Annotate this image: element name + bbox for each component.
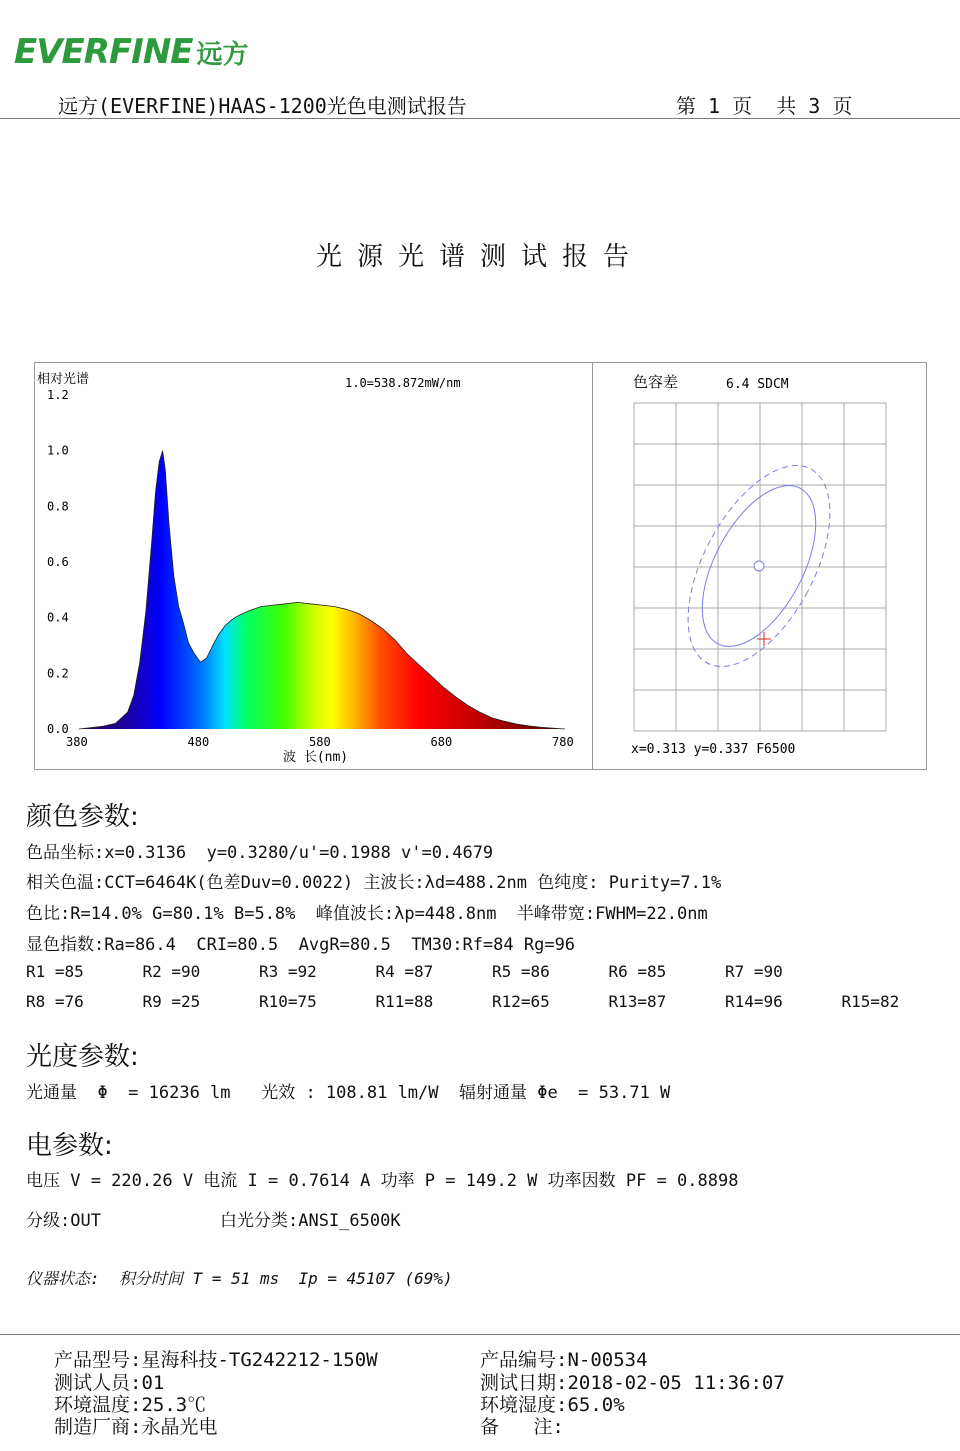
r-value: R10=75 <box>259 992 317 1011</box>
spectrum-panel <box>34 362 594 770</box>
color-ratio-line: 色比:R=14.0% G=80.1% B=5.8% 峰值波长:λp=448.8nm 半峰带宽:FWHM=22.0nm <box>26 904 708 924</box>
r-value: R14=96 <box>725 992 783 1011</box>
header-page-info: 第 1 页 共 3 页 <box>676 94 853 118</box>
y-tick-label: 0.4 <box>47 610 69 625</box>
footer-tester: 测试人员:01 <box>54 1372 165 1394</box>
cri-line: 显色指数:Ra=86.4 CRI=80.5 AvgR=80.5 TM30:Rf=84 Rg=96 <box>26 935 576 955</box>
y-tick-label: 0.6 <box>47 555 69 569</box>
x-tick-label: 780 <box>552 735 574 749</box>
electrical-line: 电压 V = 220.26 V 电流 I = 0.7614 A 功率 P = 149.2 W 功率因数 PF = 0.8898 <box>26 1171 739 1191</box>
r-value: R4 =87 <box>375 962 434 981</box>
grade-text: 分级:OUT <box>26 1211 101 1231</box>
r-value: R9 =25 <box>142 992 201 1011</box>
chromaticity-line: 色品坐标:x=0.3136 y=0.3280/u'=0.1988 v'=0.4679 <box>26 843 494 863</box>
tolerance-value: 6.4 SDCM <box>726 377 789 392</box>
r-value: R11=88 <box>375 992 434 1011</box>
footer-model: 产品型号:星海科技-TG242212-150W <box>54 1349 378 1371</box>
electrical-heading: 电参数: <box>26 1131 113 1161</box>
footer-serial: 产品编号:N-00534 <box>480 1349 648 1371</box>
cct-line: 相关色温:CCT=6464K(色差Duv=0.0022) 主波长:λd=488.2nm 色纯度: Purity=7.1% <box>26 873 722 893</box>
header-divider <box>0 118 960 119</box>
tolerance-coords: x=0.313 y=0.337 F6500 <box>631 742 796 757</box>
y-tick-label: 0.2 <box>47 666 69 681</box>
y-tick-label: 1.2 <box>47 388 69 402</box>
spectrum-ylabel: 相对光谱 <box>37 372 90 387</box>
tolerance-panel <box>592 362 927 770</box>
footer-temp: 环境温度:25.3℃ <box>54 1394 207 1416</box>
logo-cn: 远方 <box>196 39 249 70</box>
x-tick-label: 480 <box>187 735 210 749</box>
spectrum-scale-note: 1.0=538.872mW/nm <box>345 376 461 390</box>
r-value: R1 =85 <box>26 962 84 981</box>
report-title: 光源光谱测试报告 <box>315 242 644 272</box>
r-value: R15=82 <box>841 992 900 1011</box>
y-tick-label: 0.8 <box>47 499 69 514</box>
spectrum-y-ticks <box>47 388 69 736</box>
x-tick-label: 580 <box>309 735 331 749</box>
header-title: 远方(EVERFINE)HAAS-1200光色电测试报告 <box>58 94 467 118</box>
target-point <box>754 561 764 571</box>
spectrum-xlabel: 波 长(nm) <box>283 750 349 765</box>
r-value: R3 =92 <box>259 962 317 981</box>
spectrum-chart <box>35 363 593 769</box>
footer-humidity: 环境湿度:65.0% <box>480 1394 625 1416</box>
r-value: R13=87 <box>608 992 667 1011</box>
color-params-heading: 颜色参数: <box>26 802 139 832</box>
instrument-status: 仪器状态: 积分时间 T = 51 ms Ip = 45107 (69%) <box>26 1269 453 1288</box>
r-value: R2 =90 <box>142 962 201 981</box>
x-tick-label: 680 <box>430 735 453 749</box>
spectrum-x-ticks <box>66 735 574 749</box>
logo-brand: EVERFINE <box>14 32 193 72</box>
r-value: R5 =86 <box>492 962 550 981</box>
r-value: R8 =76 <box>26 992 84 1011</box>
footer-date: 测试日期:2018-02-05 11:36:07 <box>480 1372 785 1394</box>
y-tick-label: 0.0 <box>47 722 69 736</box>
tolerance-chart <box>593 363 926 769</box>
photometric-heading: 光度参数: <box>26 1042 139 1072</box>
r-value: R6 =85 <box>608 962 667 981</box>
r-value: R7 =90 <box>725 962 783 981</box>
footer-maker: 制造厂商:永晶光电 <box>54 1416 218 1438</box>
footer-divider <box>0 1334 960 1335</box>
footer-note: 备 注: <box>480 1416 564 1438</box>
x-tick-label: 380 <box>66 735 88 749</box>
r-values-row-2 <box>26 992 946 1011</box>
r-values-row-1 <box>26 962 946 981</box>
photometric-line: 光通量 Φ = 16236 lm 光效 : 108.81 lm/W 辐射通量 Φe = 53.71 W <box>26 1083 671 1103</box>
tolerance-label: 色容差 <box>633 373 679 391</box>
spectrum-area <box>79 451 565 729</box>
everfine-logo <box>14 28 249 76</box>
y-tick-label: 1.0 <box>47 443 69 458</box>
r-value: R12=65 <box>492 992 550 1011</box>
white-class-text: 白光分类:ANSI_6500K <box>220 1211 401 1231</box>
